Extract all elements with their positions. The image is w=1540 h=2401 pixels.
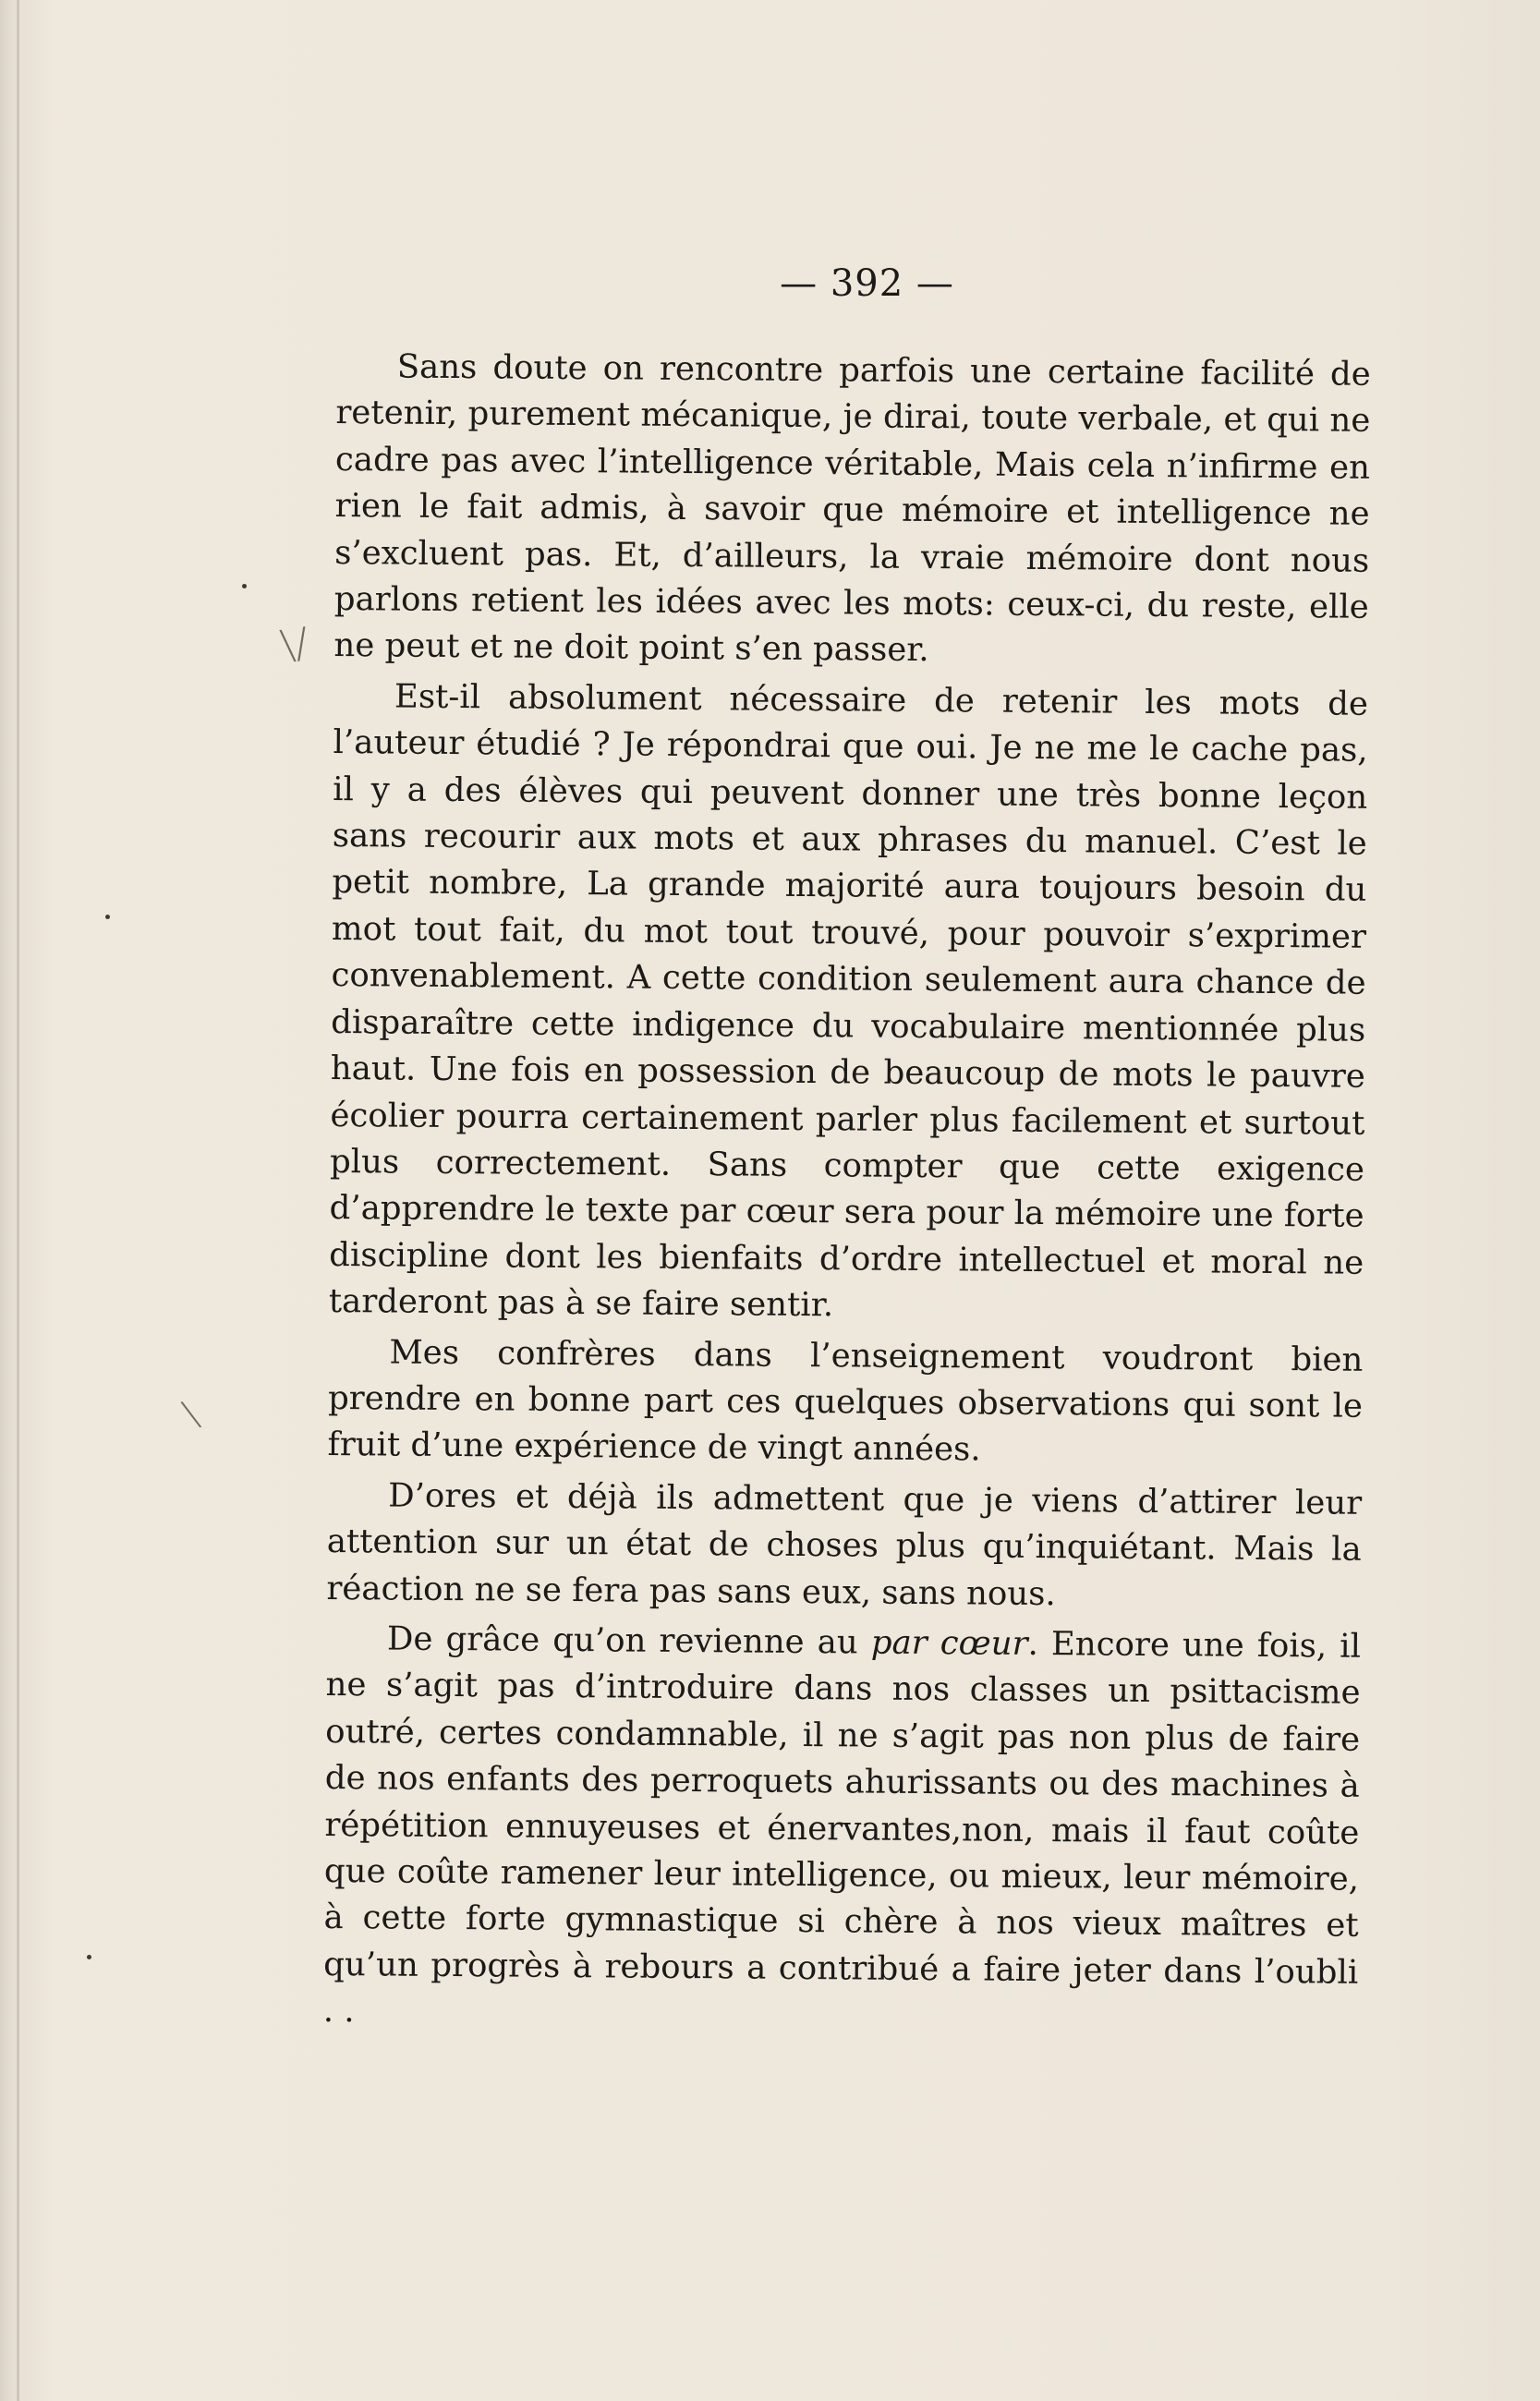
body-text: [323, 344, 1371, 2046]
paragraph-final: [323, 1616, 1362, 2043]
book-gutter-edge: [17, 0, 19, 2401]
paragraph: Mes confrères dans l’enseignement voudront bien prendre en bonne part ces quelques observations qui sont le fruit d’une expérience de vingt années.: [327, 1333, 1364, 1469]
pencil-margin-mark: \/: [277, 619, 312, 670]
page-number: — 392 —: [780, 262, 954, 305]
paragraph: Sans doute on rencontre parfois une certaine facilité de retenir, purement mécanique, je dirai, toute verbale, et qui ne cadre pas avec l’intelligence véritable, Mais cela n’infirme en rien le fait admis, à savoir que mémoire et intelligence ne s’excluent pas. Et, d’ailleurs, la vraie mémoire dont nous parlons retient les idées avec les mots: ceux-ci, du reste, elle ne peut et ne doit point s’en passer.: [333, 347, 1371, 670]
paper-speck: [242, 584, 247, 588]
paper-speck: [105, 915, 110, 919]
paragraph-text-before: De grâce qu’on revienne au: [386, 1619, 871, 1662]
paper-speck: [87, 1955, 91, 1959]
pencil-margin-tick: \: [177, 1392, 204, 1437]
paragraph: Est-il absolument nécessaire de retenir les mots de l’auteur étudié ? Je répondrai que oui. Je ne me le cache pas, il y a des élèves qui peuvent donner une très bonne leçon sans recourir aux mots et aux phrases du manuel. C’est le petit nombre, La grande majorité aura toujours besoin du mot tout fait, du mot tout trouvé, pour pouvoir s’exprimer convenablement. A cette condition seulement aura chance de disparaître cette indigence du vocabulaire mentionnée plus haut. Une fois en possession de beaucoup de mots le pauvre écolier pourra certainement parler plus facilement et surtout plus correctement. Sans compter que cette exigence d’apprendre le texte par cœur sera pour la mémoire une forte discipline dont les bienfaits d’ordre intellectuel et moral ne tarderont pas à se faire sentir.: [328, 677, 1369, 1325]
paragraph-text-after: . Encore une fois, il ne s’agit pas d’introduire dans nos classes un psittacisme outré, certes condamnable, il ne s’agit pas non plus de faire de nos enfants des perroquets ahurissants ou des machines à répétition ennuyeuses et énervantes,non, mais il faut coûte que coûte ramener leur intelligence, ou mieux, leur mémoire, à cette forte gymnastique si chère à nos vieux maîtres et qu’un progrès à rebours a contribué a faire jeter dans l’oubli . .: [322, 1624, 1362, 2031]
emphasized-phrase: par cœur: [870, 1623, 1028, 1663]
paragraph: D’ores et déjà ils admettent que je viens d’attirer leur attention sur un état de choses plus qu’inquiétant. Mais la réaction ne se fera pas sans eux, sans nous.: [326, 1476, 1363, 1613]
